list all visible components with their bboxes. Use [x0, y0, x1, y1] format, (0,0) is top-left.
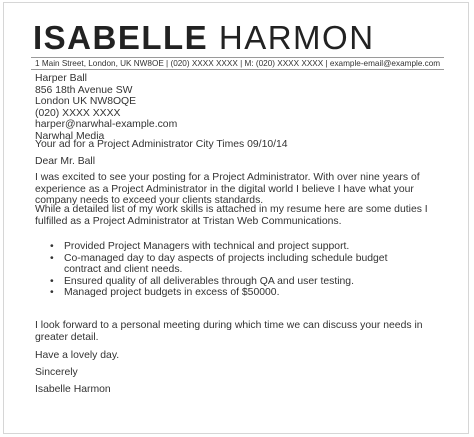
valediction: Sincerely	[35, 367, 78, 378]
header-bottom-rule	[31, 69, 444, 70]
duty-item: • Ensured quality of all deliverables through QA and user testing.	[50, 276, 420, 288]
salutation: Dear Mr. Ball	[35, 156, 96, 167]
recipient-street: 856 18th Avenue SW	[35, 84, 133, 96]
sender-contact-line: 1 Main Street, London, UK NW8OE | (020) XXXX XXXX | M: (020) XXXX XXXX | example-email@example.com	[35, 59, 441, 68]
recipient-city: London UK NW8OQE	[35, 96, 137, 107]
sender-last-name: HARMON	[218, 19, 375, 56]
body-paragraph-3: I look forward to a personal meeting during which time we can discuss your needs in greater detail.	[35, 320, 423, 343]
signature-name: Isabelle Harmon	[35, 384, 111, 395]
closing-remark: Have a lovely day.	[35, 350, 120, 361]
recipient-email: harper@narwhal-example.com	[35, 119, 178, 130]
sender-first-name: ISABELLE	[33, 19, 209, 56]
sender-name	[33, 20, 375, 56]
duty-item: • Provided Project Managers with technical and project support.	[50, 241, 420, 253]
body-paragraph-1: I was excited to see your posting for a Project Administrator. With over nine years of experience as a Project Administrator in the digital world I believe I have what your company needs to exceed your clients standards.	[35, 172, 420, 206]
body-paragraph-2: While a detailed list of my work skills is attached in my resume here are some duties I fulfilled as a Project Administrator at Tristan Web Communications.	[35, 204, 428, 227]
recipient-company: Narwhal Media	[35, 130, 105, 142]
recipient-phone: (020) XXXX XXXX	[35, 107, 121, 119]
duty-item: • Managed project budgets in excess of $50000.	[50, 287, 420, 299]
duty-item: • Co-managed day to day aspects of projects including schedule budget contract and client needs.	[50, 253, 420, 276]
duties-list	[50, 241, 420, 299]
recipient-address	[35, 73, 177, 142]
recipient-name: Harper Ball	[35, 73, 87, 84]
reference-line: Your ad for a Project Administrator City Times 09/10/14	[35, 139, 288, 150]
